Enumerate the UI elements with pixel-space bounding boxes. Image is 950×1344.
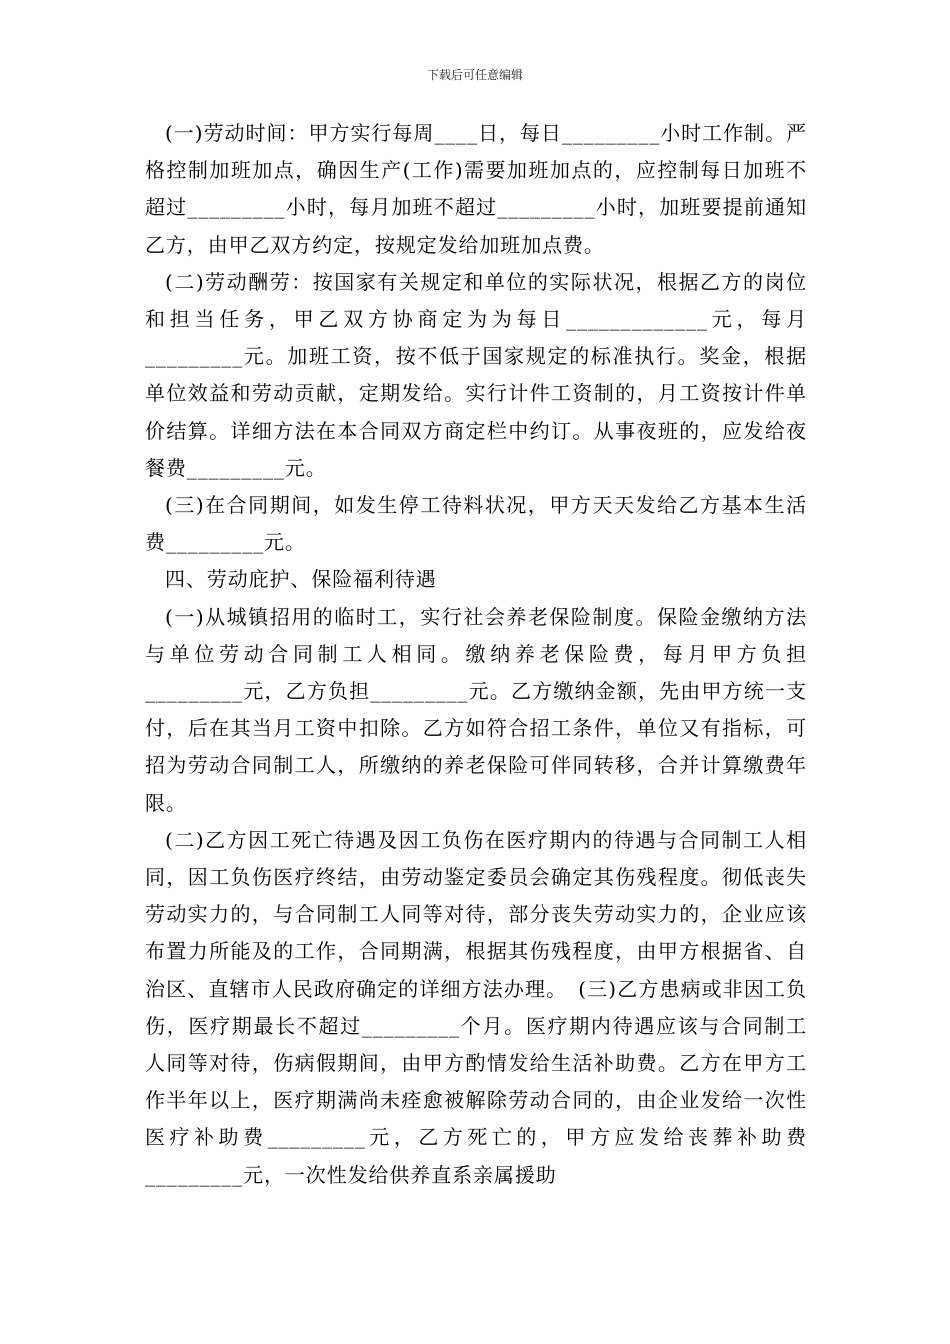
paragraph-working-hours: (一)劳动时间：甲方实行每周____日，每日_________小时工作制。严格控制加班加点，确因生产(工作)需要加班加点的，应控制每日加班不超过_________小时，每月加班不超过_________小时，加班要提前通知乙方，由甲乙双方约定，按规定发给加班加点费。 (145, 121, 807, 257)
document-body (145, 115, 807, 1194)
paragraph-remuneration: (二)劳动酬劳：按国家有关规定和单位的实际状况，根据乙方的岗位和担当任务，甲乙双方协商定为为每日_____________元，每月_________元。加班工资，按不低于国家规定的标准执行。奖金，根据单位效益和劳动贡献，定期发给。实行计件工资制的，月工资按计件单价结算。详细方法在本合同双方商定栏中约订。从事夜班的，应发给夜餐费_________元。 (145, 269, 807, 480)
paragraph-idle-allowance: (三)在合同期间，如发生停工待料状况，甲方天天发给乙方基本生活费_________元。 (145, 493, 807, 555)
page-header: 下载后可任意编辑 (426, 68, 523, 82)
paragraph-pension-insurance: (一)从城镇招用的临时工，实行社会养老保险制度。保险金缴纳方法与单位劳动合同制工人相同。缴纳养老保险费，每月甲方负担_________元，乙方负担_________元。乙方缴纳金额，先由甲方统一支付，后在其当月工资中扣除。乙方如符合招工条件，单位又有指标，可招为劳动合同制工人，所缴纳的养老保险可伴同转移，合并计算缴费年限。 (145, 604, 807, 815)
paragraph-injury-benefits: (二)乙方因工死亡待遇及因工负伤在医疗期内的待遇与合同制工人相同，因工负伤医疗终结，由劳动鉴定委员会确定其伤残程度。彻低丧失劳动实力的，与合同制工人同等对待，部分丧失劳动实力的，企业应该布置力所能及的工作，合同期满，根据其伤残程度，由甲方根据省、自治区、直辖市人民政府确定的详细方法办理。 (三)乙方患病或非因工负伤，医疗期最长不超过_________个月。医疗期内待遇应该与合同制工人同等对待，伤病假期间，由甲方酌情发给生活补助费。乙方在甲方工作半年以上，医疗期满尚未痊愈被解除劳动合同的，由企业发给一次性医疗补助费_________元，乙方死亡的，甲方应发给丧葬补助费_________元，一次性发给供养直系亲属援助 (145, 827, 807, 1187)
section-heading-insurance: 四、劳动庇护、保险福利待遇 (165, 567, 437, 592)
